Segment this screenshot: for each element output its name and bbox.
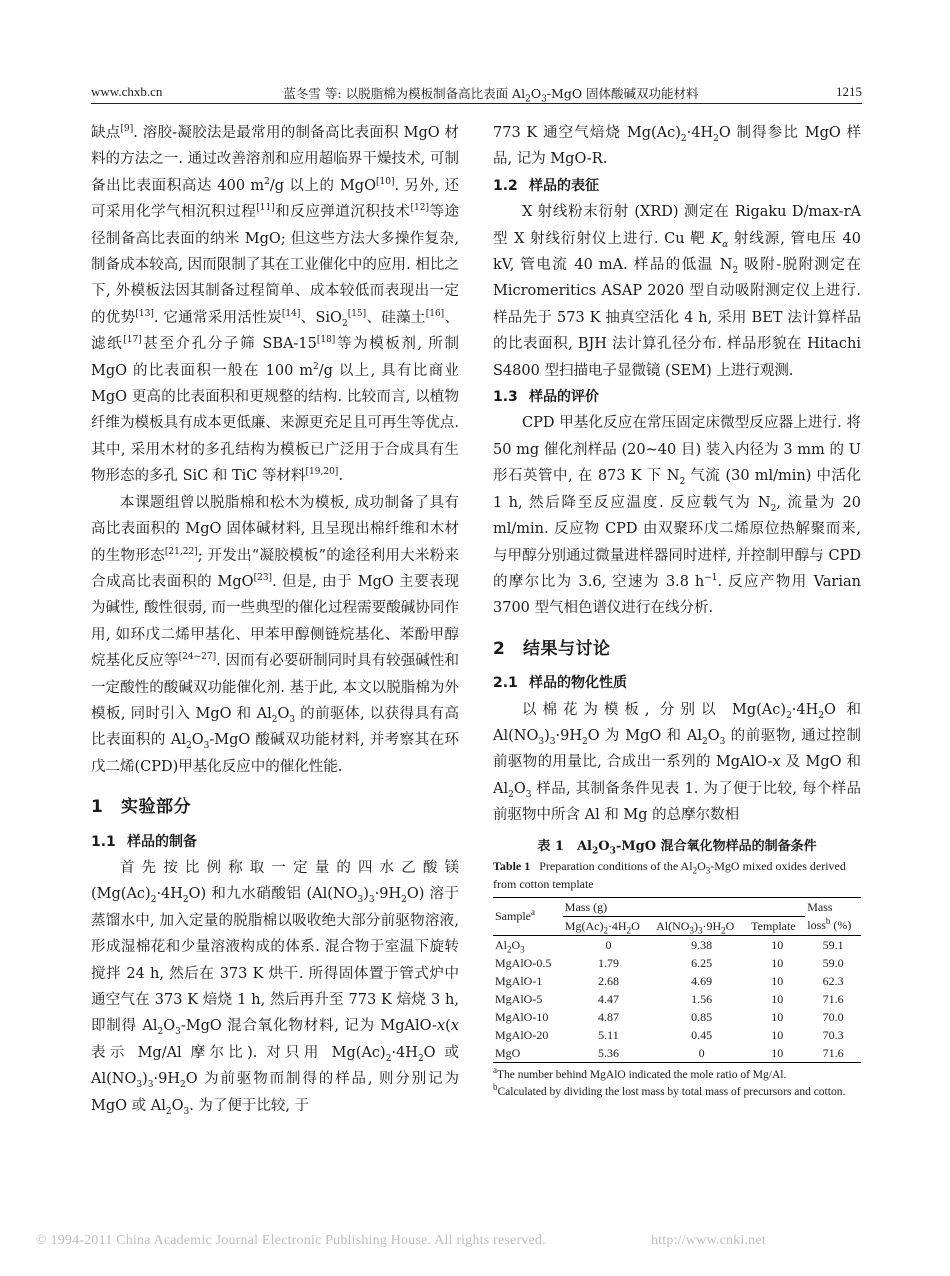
subsection-heading [493,173,861,199]
table-row [493,935,861,954]
table-cell: 62.3 [822,973,844,988]
table-cell: 4.87 [597,1009,619,1024]
table-row [493,954,861,972]
subsection-number: 1.1 [91,833,116,850]
subsection-number: 1.3 [493,389,518,406]
running-header [91,80,862,105]
table-cell: 0.85 [691,1009,713,1024]
table-cell: 10 [771,955,784,970]
table-cell: 6.25 [691,955,713,970]
table-cell: 4.47 [597,991,619,1006]
table-row [493,1044,861,1063]
table-cell: MgAlO-5 [495,991,543,1006]
table-cell: MgAlO-0.5 [495,955,552,970]
subsection-number: 1.2 [493,177,518,194]
col-header-mgac: $Mg(Ac)_2\cdot 4H_2O$ [563,916,654,935]
paragraph: 首先按比例称取一定量的四水乙酸镁 $(Mg(Ac)_2\cdot 4H_2O)$ 和九水硝酸铝 $(Al(NO_3)_3\cdot 9H_2O)$ 溶于蒸馏水中, 加入定量的脱脂棉以吸收绝大部分前驱物溶液, 形成湿棉花和少量溶液构成的体系. 混合物于室温下旋转搅拌 24 h, 然后在 373 K 烘干. 所得固体置于管式炉中通空气在 373 K 焙烧 1 h, 然后再升至 773 K 焙烧 3 h, 即制得 $Al_2O_3$-MgO 混合氧化物材料, 记为 MgAlO-x(x 表示 Mg/Al 摩尔比). 对只用 $Mg(Ac)_2\cdot 4H_2O$ 或 $Al(NO_3)_3\cdot 9H_2O$ 为前驱物而制得的样品, 则分别记为 MgO 或 $Al_2O_3$. 为了便于比较, 于 [91,859,459,1117]
right-column [493,120,861,1101]
data-table [493,897,861,1063]
section-heading [91,794,459,820]
table-cell: $Al_2O_3$ [495,937,525,954]
table-row [493,1008,861,1026]
left-column [91,120,459,1119]
table-cell: 59.1 [822,937,844,952]
table-cell: MgAlO-1 [495,973,543,988]
subsection-number: 2.1 [493,675,518,692]
table-cell: 0 [605,937,612,952]
section-title: 实验部分 [121,797,191,818]
table-cell: 70.0 [822,1009,844,1024]
paragraph: X 射线粉末衍射 (XRD) 测定在 Rigaku D/max-rA 型 X 射线衍射仪上进行. Cu 靶 $K_\alpha$ 射线源, 管电压 40 kV, 管电流 40 mA. 样品的低温 $N_2$ 吸附-脱附测定在 Micromeritics ASAP 2020 型自动吸附测定仪上进行. 样品先于 573 K 抽真空活化 4 h, 采用 BET 法计算样品的比表面积, BJH 法计算孔径分布. 样品形貌在 Hitachi S4800 型扫描电子显微镜 (SEM) 上进行观测. [493,204,861,379]
table-cell: 10 [771,1009,784,1024]
copyright-text: © 1994-2011 China Academic Journal Electronic Publishing House. All rights reserved. [36,1233,546,1248]
section-heading [493,636,861,662]
table-cell: 10 [749,1044,805,1063]
table-cell: 5.36 [563,1044,654,1063]
table-cell: 70.3 [822,1027,844,1042]
subsection-heading [91,829,459,855]
table-caption-cn: 表 1 $Al_2O_3$-MgO 混合氧化物样品的制备条件 [537,838,817,857]
subsection-title: 样品的表征 [529,177,599,194]
table-caption-text: Preparation conditions of the $Al_2O_3$-MgO mixed oxides derived from cotton template [493,858,846,891]
footnote-b: $^b$Calculated by dividing the lost mass by total mass of precursors and cotton. [493,1081,846,1098]
footer [36,1233,916,1249]
table-cell: 2.68 [597,973,619,988]
footnote-a: $^a$The number behind MgAlO indicated the mole ratio of Mg/Al. [493,1064,787,1081]
col-header-massloss-top: Mass [805,897,861,916]
table-cell: 10 [771,1027,784,1042]
table-cell: 9.38 [691,937,713,952]
table-cell: MgO [493,1044,563,1063]
table-cell: 0.45 [691,1027,713,1042]
subsection-title: 样品的物化性质 [529,675,627,692]
section-title: 结果与讨论 [523,638,611,659]
subsection-title: 样品的评价 [529,389,599,406]
journal-site: www.chxb.cn [91,84,163,99]
table-cell: 0 [654,1044,749,1063]
table-cell: 71.6 [805,1044,861,1063]
section-number: 2 [493,638,506,659]
paragraph: CPD 甲基化反应在常压固定床微型反应器上进行. 将 50 mg 催化剂样品 (20~40 目) 装入内径为 3 mm 的 U 形石英管中, 在 873 K 下 $N_2$ 气流 (30 ml/min) 中活化 1 h, 然后降至反应温度. 反应载气为 $N_2$, 流量为 20 ml/min. 反应物 CPD 由双聚环戊二烯原位热解聚而来, 与甲醇分别通过微量进样器同时进样, 并控制甲醇与 CPD 的摩尔比为 3.6, 空速为 3.8 $h^{-1}$. 反应产物用 Varian 3700 型气相色谱仪进行在线分析. [493,415,862,617]
table-cell: 1.79 [597,955,619,970]
table-cell: 59.0 [822,955,844,970]
col-header-mass: Mass (g) [563,897,805,916]
footer-url[interactable]: http://www.cnki.net [651,1233,766,1248]
subsection-heading [493,670,861,696]
paragraph: 本课题组曾以脱脂棉和松木为模板, 成功制备了具有高比表面积的 MgO 固体碱材料, 且呈现出棉纤维和木材的生物形态[21,22]; 开发出“凝胶模板”的途径利用大米粉来合成高比表面积的 MgO[23]. 但是, 由于 MgO 主要表现为碱性, 酸性很弱, 而一些典型的催化过程需要酸碱协同作用, 如环戊二烯甲基化、甲苯甲醇侧链烷基化、苯酚甲醇烷基化反应等[24~27]. 因而有必要研制同时具有较强碱性和一定酸性的酸碱双功能催化剂. 基于此, 本文以脱脂棉为外模板, 同时引入 MgO 和 $Al_2O_3$ 的前驱体, 以获得具有高比表面积的 $Al_2O_3$-MgO 酸碱双功能材料, 并考察其在环戊二烯(CPD)甲基化反应中的催化性能. [91,494,460,775]
table-cell: 10 [771,991,784,1006]
paragraph: 缺点[9]. 溶胶-凝胶法是最常用的制备高比表面积 MgO 材料的方法之一. 通过改善溶剂和应用超临界干燥技术, 可制备出比表面积高达 400 $m^2/g$ 以上的 MgO[10]. 另外, 还可采用化学气相沉积过程[11]和反应弹道沉积技术[12]等途径制备高比表面的纳米 MgO; 但这些方法大多操作复杂, 制备成本较高, 因而限制了其在工业催化中的应用. 相比之下, 外模板法因其制备过程简单、成本较低而表现出一定的优势[13]. 它通常采用活性炭[14]、SiO$_2$[15]、硅藻土[16]、滤纸[17]甚至介孔分子筛 SBA-15[18]等为模板剂, 所制 MgO 的比表面积一般在 100 $m^2/g$ 以上, 具有比商业 MgO 更高的比表面积和更规整的结构. 比较而言, 以植物纤维为模板具有成本更低廉、来源更充足且可再生等优点. 其中, 采用木材的多孔结构为模板已广泛用于合成具有生物形态的多孔 SiC 和 TiC 等材料[19,20]. [91,124,460,485]
paragraph: 773 K 通空气焙烧 $Mg(Ac)_2\cdot 4H_2O$ 制得参比 MgO 样品, 记为 MgO-R. [493,125,861,168]
table-cell: 71.6 [822,991,844,1006]
table-cell: 1.56 [691,991,713,1006]
page-number: 1215 [836,84,862,99]
table-row [493,1026,861,1044]
table-cell: 10 [771,973,784,988]
running-title: 蓝冬雪 等: 以脱脂棉为模板制备高比表面 $Al_2O_3$-MgO 固体酸碱双功能材料 [283,86,699,105]
col-header-template: Template [749,916,805,935]
subsection-heading [493,384,861,410]
table-cell: 4.69 [691,973,713,988]
col-header-sample: Sample$^a$ [493,897,563,935]
table-footnotes [493,1064,861,1101]
subsection-title: 样品的制备 [127,833,197,850]
header-rule [91,103,862,104]
table-cell: 5.11 [598,1027,619,1042]
section-number: 1 [91,797,104,818]
table-cell: 10 [771,937,784,952]
table-row [493,990,861,1008]
col-header-massloss: loss$^b$ (%) [805,916,861,935]
table-label: Table 1 [493,858,531,873]
table-caption-en [493,857,861,893]
table-cell: MgAlO-20 [495,1027,549,1042]
table-cell: MgAlO-10 [495,1009,549,1024]
table-row [493,972,861,990]
col-header-alno3: $Al(NO_3)_3\cdot 9H_2O$ [654,916,749,935]
paragraph: 以棉花为模板, 分别以 $Mg(Ac)_2\cdot 4H_2O$ 和 $Al(NO_3)_3\cdot 9H_2O$ 为 MgO 和 $Al_2O_3$ 的前驱物, 通过控制前驱物的用量比, 合成出一系列的 MgAlO-x 及 MgO 和 $Al_2O_3$ 样品, 其制备条件见表 1. 为了便于比较, 每个样品前驱物中所含 Al 和 Mg 的总摩尔数相 [493,701,861,824]
